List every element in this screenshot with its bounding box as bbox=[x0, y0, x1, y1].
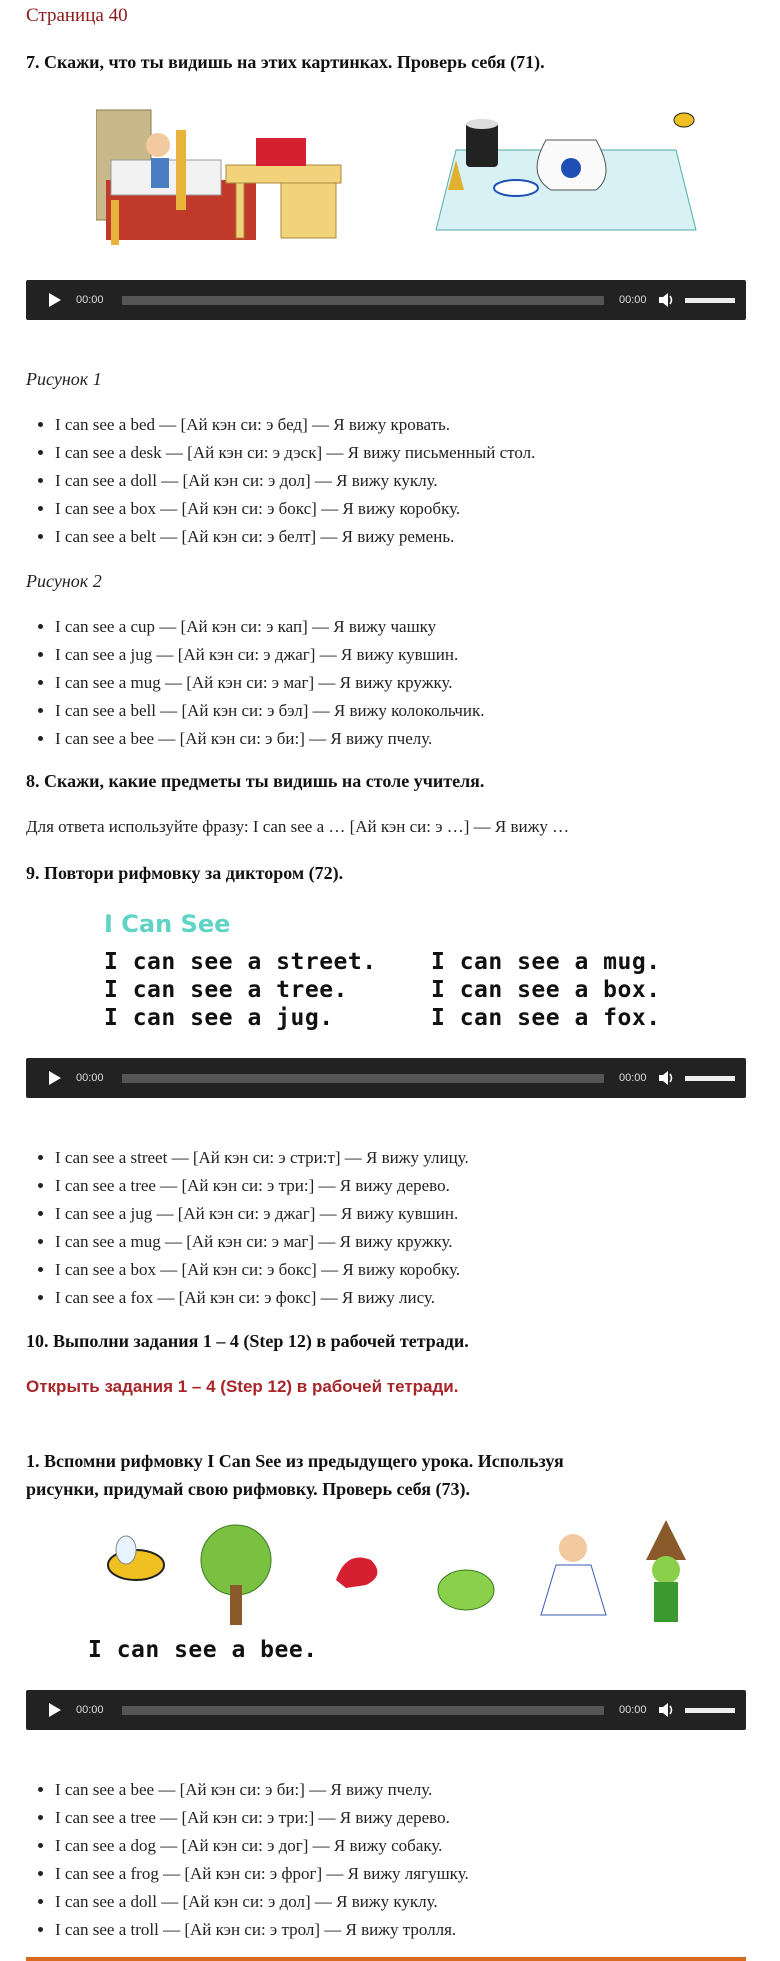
workbook-task-1-title-line1: 1. Вспомни рифмовку I Can See из предыдущего урока. Используя bbox=[26, 1451, 564, 1471]
list-item: • I can see a tree — [Ай кэн си: э три:] — Я вижу дерево. bbox=[55, 1804, 469, 1832]
rhyme-line: I can see a fox. bbox=[431, 1005, 661, 1031]
rhyme-title: I Can See bbox=[104, 910, 231, 938]
list-item: • I can see a bee — [Ай кэн си: э би:] — Я вижу пчелу. bbox=[55, 1776, 469, 1804]
list-item: • I can see a troll — [Ай кэн си: э трол] — Я вижу тролля. bbox=[55, 1916, 469, 1944]
list-item: • I can see a bed — [Ай кэн си: э бед] — Я вижу кровать. bbox=[55, 411, 535, 439]
picture-2-list bbox=[26, 613, 485, 753]
list-item: • I can see a dog — [Ай кэн си: э дог] — Я вижу собаку. bbox=[55, 1832, 469, 1860]
rhyme-line: I can see a jug. bbox=[104, 1005, 334, 1031]
rhyme-line: I can see a box. bbox=[431, 977, 661, 1003]
play-icon[interactable] bbox=[46, 1702, 62, 1718]
picture-1-list bbox=[26, 411, 535, 551]
bedroom-illustration bbox=[96, 90, 356, 250]
task-8-title: 8. Скажи, какие предметы ты видишь на столе учителя. bbox=[26, 771, 485, 791]
rhyme-line: I can see a street. bbox=[104, 949, 377, 975]
list-item: • I can see a bee — [Ай кэн си: э би:] — Я вижу пчелу. bbox=[55, 725, 485, 753]
list-item: • I can see a jug — [Ай кэн си: э джаг] — Я вижу кувшин. bbox=[55, 1200, 469, 1228]
workbook-task-1-title-line2: рисунки, придумай свою рифмовку. Проверь себя (73). bbox=[26, 1479, 470, 1499]
audio-current-time: 00:00 bbox=[76, 1704, 104, 1716]
play-icon[interactable] bbox=[46, 292, 62, 308]
list-item: • I can see a box — [Ай кэн си: э бокс] — Я вижу коробку. bbox=[55, 1256, 469, 1284]
list-item: • I can see a fox — [Ай кэн си: э фокс] — Я вижу лису. bbox=[55, 1284, 469, 1312]
play-icon[interactable] bbox=[46, 1070, 62, 1086]
list-item: • I can see a doll — [Ай кэн си: э дол] — Я вижу куклу. bbox=[55, 1888, 469, 1916]
list-item: • I can see a desk — [Ай кэн си: э дэск] — Я вижу письменный стол. bbox=[55, 439, 535, 467]
audio-current-time: 00:00 bbox=[76, 294, 104, 306]
volume-slider[interactable] bbox=[685, 1076, 735, 1081]
audio-player-task7 bbox=[26, 280, 746, 320]
audio-progress-bar[interactable] bbox=[122, 1074, 604, 1083]
rhyme-line: I can see a mug. bbox=[431, 949, 661, 975]
volume-icon[interactable] bbox=[657, 291, 675, 309]
list-item: • I can see a cup — [Ай кэн си: э кап] — Я вижу чашку bbox=[55, 613, 485, 641]
volume-slider[interactable] bbox=[685, 298, 735, 303]
task-7-title: 7. Скажи, что ты видишь на этих картинках. Проверь себя (71). bbox=[26, 52, 545, 72]
volume-slider[interactable] bbox=[685, 1708, 735, 1713]
table-illustration bbox=[426, 90, 716, 250]
rhyme-pictures-illustration bbox=[86, 1520, 716, 1630]
list-item: • I can see a street — [Ай кэн си: э стри:т] — Я вижу улицу. bbox=[55, 1144, 469, 1172]
audio-progress-bar[interactable] bbox=[122, 296, 604, 305]
audio-player-workbook1 bbox=[26, 1690, 746, 1730]
list-item: • I can see a mug — [Ай кэн си: э маг] — Я вижу кружку. bbox=[55, 669, 485, 697]
list-item: • I can see a belt — [Ай кэн си: э белт] — Я вижу ремень. bbox=[55, 523, 535, 551]
audio-player-task9 bbox=[26, 1058, 746, 1098]
picture-2-label: Рисунок 2 bbox=[26, 571, 102, 591]
task-9-list bbox=[26, 1144, 469, 1312]
open-workbook-link[interactable]: Открыть задания 1 – 4 (Step 12) в рабочей тетради. bbox=[26, 1377, 459, 1396]
list-item: • I can see a bell — [Ай кэн си: э бэл] — Я вижу колокольчик. bbox=[55, 697, 485, 725]
audio-duration: 00:00 bbox=[619, 1704, 647, 1716]
task-10-title: 10. Выполни задания 1 – 4 (Step 12) в рабочей тетради. bbox=[26, 1331, 469, 1351]
list-item: • I can see a tree — [Ай кэн си: э три:] — Я вижу дерево. bbox=[55, 1172, 469, 1200]
page-number-link[interactable]: Страница 40 bbox=[26, 5, 128, 26]
audio-current-time: 00:00 bbox=[76, 1072, 104, 1084]
task-8-text: Для ответа используйте фразу: I can see a … [Ай кэн си: э …] — Я вижу … bbox=[26, 817, 570, 836]
task-9-title: 9. Повтори рифмовку за диктором (72). bbox=[26, 863, 344, 883]
workbook-rhyme-caption: I can see a bee. bbox=[88, 1637, 318, 1663]
list-item: • I can see a frog — [Ай кэн си: э фрог] — Я вижу лягушку. bbox=[55, 1860, 469, 1888]
list-item: • I can see a jug — [Ай кэн си: э джаг] — Я вижу кувшин. bbox=[55, 641, 485, 669]
volume-icon[interactable] bbox=[657, 1701, 675, 1719]
audio-duration: 00:00 bbox=[619, 1072, 647, 1084]
audio-duration: 00:00 bbox=[619, 294, 647, 306]
bottom-divider bbox=[26, 1957, 746, 1961]
workbook-1-list bbox=[26, 1776, 469, 1944]
list-item: • I can see a mug — [Ай кэн си: э маг] — Я вижу кружку. bbox=[55, 1228, 469, 1256]
volume-icon[interactable] bbox=[657, 1069, 675, 1087]
picture-1-label: Рисунок 1 bbox=[26, 369, 102, 389]
list-item: • I can see a doll — [Ай кэн си: э дол] — Я вижу куклу. bbox=[55, 467, 535, 495]
audio-progress-bar[interactable] bbox=[122, 1706, 604, 1715]
list-item: • I can see a box — [Ай кэн си: э бокс] — Я вижу коробку. bbox=[55, 495, 535, 523]
rhyme-line: I can see a tree. bbox=[104, 977, 348, 1003]
